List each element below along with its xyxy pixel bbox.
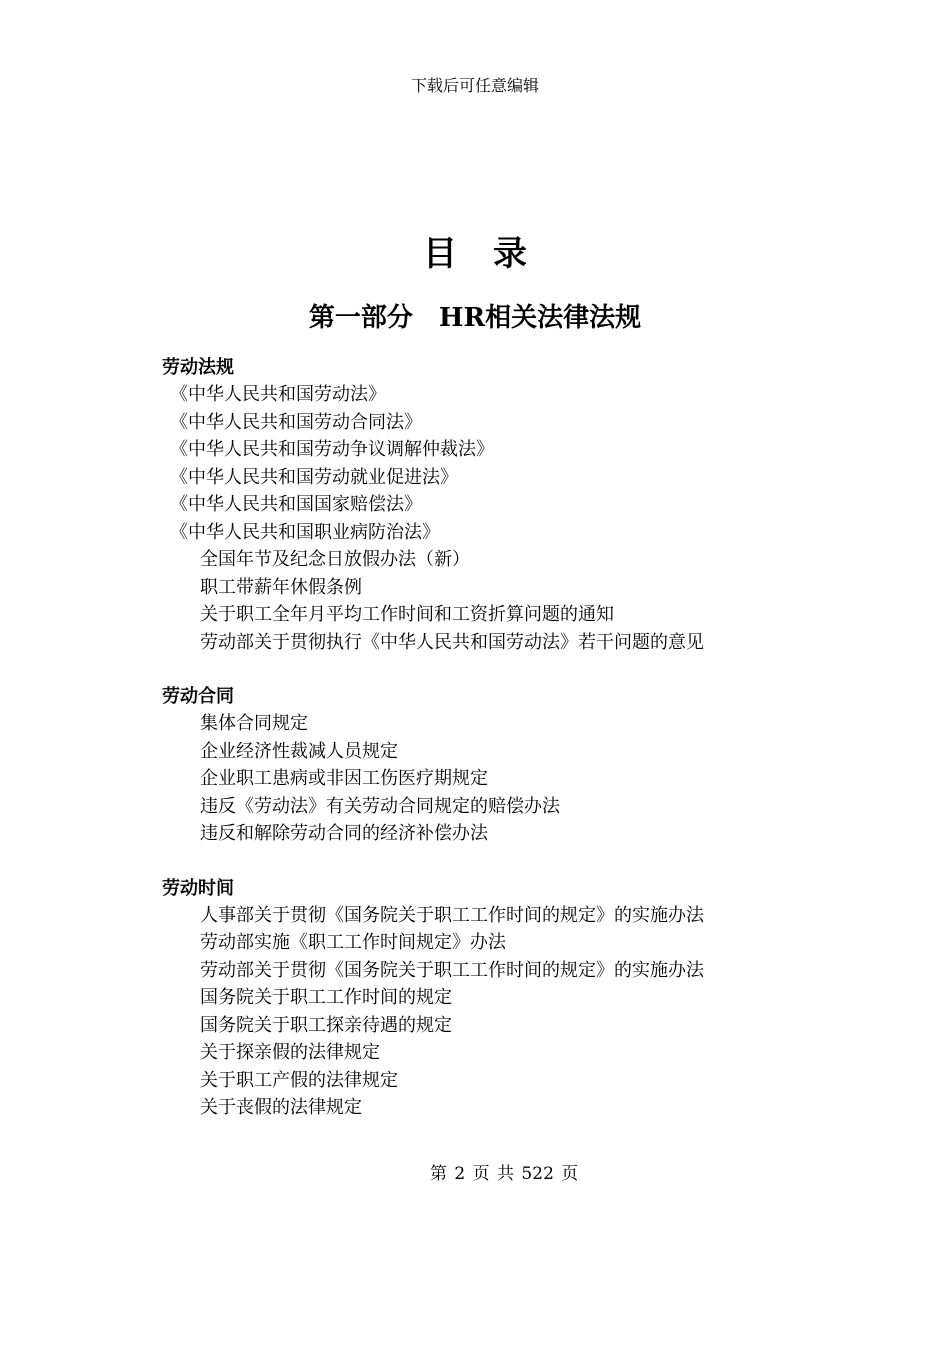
toc-item: 违反《劳动法》有关劳动合同规定的赔偿办法 bbox=[200, 795, 560, 817]
toc-item: 《中华人民共和国劳动就业促进法》 bbox=[170, 466, 458, 488]
toc-item: 《中华人民共和国职业病防治法》 bbox=[170, 521, 440, 543]
toc-item: 国务院关于职工工作时间的规定 bbox=[200, 987, 452, 1008]
toc-item: 《中华人民共和国劳动合同法》 bbox=[170, 411, 422, 433]
toc-item: 企业职工患病或非因工伤医疗期规定 bbox=[200, 768, 488, 789]
page-number-footer: 第 2 页 共 522 页 bbox=[430, 1164, 579, 1184]
toc-item: 关于职工全年月平均工作时间和工资折算问题的通知 bbox=[200, 604, 614, 625]
header-note: 下载后可任意编辑 bbox=[410, 76, 539, 95]
toc-item: 国务院关于职工探亲待遇的规定 bbox=[200, 1014, 452, 1036]
toc-section-labor-contracts bbox=[162, 683, 862, 848]
toc-item: 劳动部实施《职工工作时间规定》办法 bbox=[200, 932, 506, 953]
toc-item: 企业经济性裁减人员规定 bbox=[200, 740, 398, 762]
toc-item: 《中华人民共和国国家赔偿法》 bbox=[170, 494, 422, 515]
document-title: 目录 bbox=[423, 234, 563, 274]
toc-item: 职工带薪年休假条例 bbox=[200, 576, 362, 598]
part-title: 第一部分 HR相关法律法规 bbox=[308, 303, 642, 333]
toc-item: 劳动部关于贯彻《国务院关于职工工作时间的规定》的实施办法 bbox=[200, 959, 704, 981]
toc-item: 全国年节及纪念日放假办法（新） bbox=[200, 549, 470, 570]
toc-section-working-hours bbox=[162, 875, 862, 1122]
toc-item: 人事部关于贯彻《国务院关于职工工作时间的规定》的实施办法 bbox=[200, 904, 704, 926]
toc-item: 关于职工产假的法律规定 bbox=[200, 1069, 398, 1091]
toc-item: 关于探亲假的法律规定 bbox=[200, 1042, 380, 1063]
toc-item: 集体合同规定 bbox=[200, 713, 308, 734]
toc-item: 劳动部关于贯彻执行《中华人民共和国劳动法》若干问题的意见 bbox=[200, 631, 704, 653]
toc-item: 违反和解除劳动合同的经济补偿办法 bbox=[200, 823, 488, 844]
table-of-contents bbox=[162, 354, 862, 1149]
toc-item: 《中华人民共和国劳动争议调解仲裁法》 bbox=[170, 439, 494, 460]
section-heading: 劳动时间 bbox=[162, 877, 234, 899]
toc-item: 《中华人民共和国劳动法》 bbox=[170, 384, 386, 405]
toc-item: 关于丧假的法律规定 bbox=[200, 1097, 362, 1118]
toc-section-labor-regulations bbox=[162, 354, 862, 656]
section-heading: 劳动法规 bbox=[162, 357, 234, 378]
section-heading: 劳动合同 bbox=[162, 686, 234, 707]
